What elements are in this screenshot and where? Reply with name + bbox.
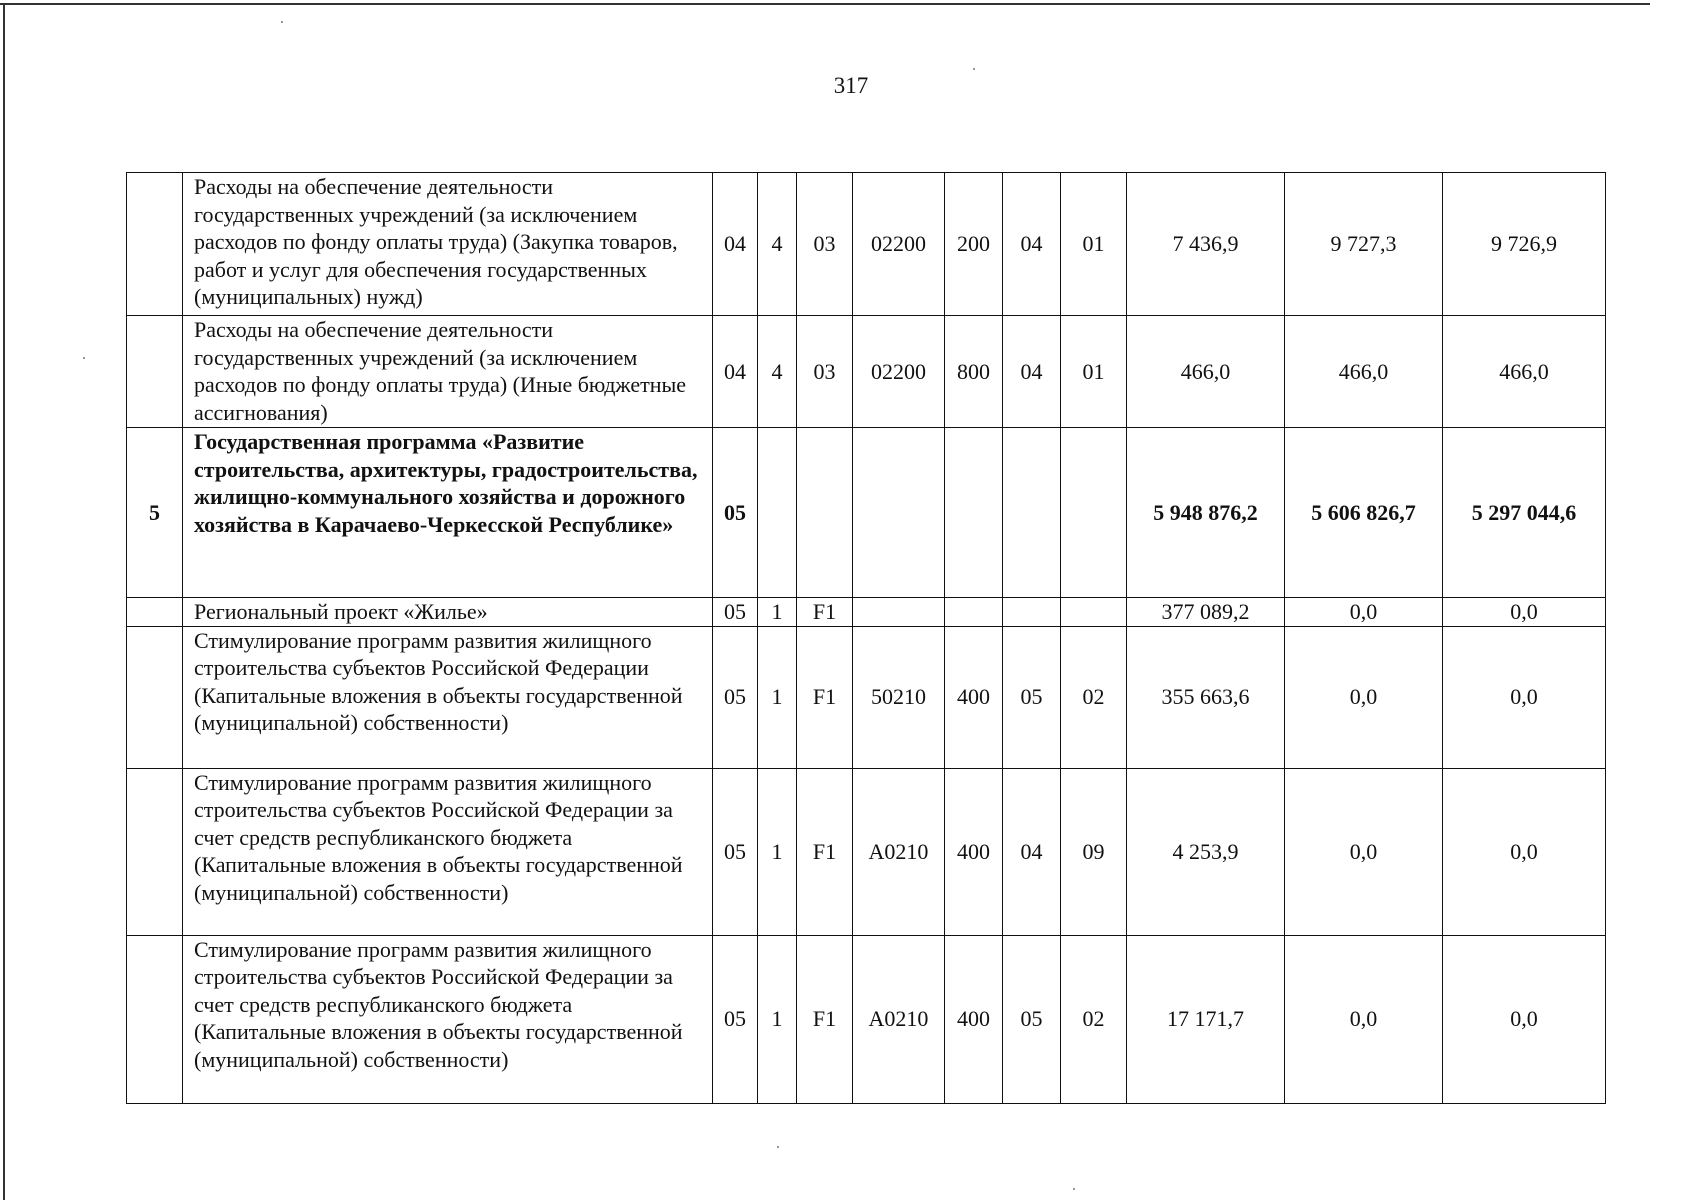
scan-border-left bbox=[3, 3, 5, 1200]
code-cell: 05 bbox=[1003, 935, 1061, 1103]
amount-cell: 466,0 bbox=[1443, 316, 1606, 428]
code-cell: 02 bbox=[1061, 626, 1127, 768]
amount-cell: 0,0 bbox=[1443, 626, 1606, 768]
table-row bbox=[127, 316, 1606, 428]
code-cell: 400 bbox=[945, 768, 1003, 935]
code-cell bbox=[758, 428, 797, 598]
code-cell: 04 bbox=[1003, 316, 1061, 428]
code-cell bbox=[1061, 428, 1127, 598]
expense-name-cell: Стимулирование программ развития жилищного строительства субъектов Российской Федерации за счет средств республиканского бюджета (Капитальные вложения в объекты государственной (муниципальной) собственности) bbox=[183, 935, 713, 1103]
expense-name-cell: Стимулирование программ развития жилищного строительства субъектов Российской Федерации (Капитальные вложения в объекты государственной (муниципальной) собственности) bbox=[183, 626, 713, 768]
table-row bbox=[127, 173, 1606, 316]
code-cell: 04 bbox=[1003, 768, 1061, 935]
code-cell: 1 bbox=[758, 598, 797, 627]
code-cell bbox=[945, 428, 1003, 598]
code-cell: F1 bbox=[797, 935, 853, 1103]
code-cell: 200 bbox=[945, 173, 1003, 316]
code-cell: 05 bbox=[1003, 626, 1061, 768]
amount-cell: 9 727,3 bbox=[1285, 173, 1443, 316]
code-cell bbox=[853, 428, 945, 598]
code-cell: 09 bbox=[1061, 768, 1127, 935]
code-cell: 400 bbox=[945, 935, 1003, 1103]
row-number-cell: 5 bbox=[127, 428, 183, 598]
code-cell: 01 bbox=[1061, 316, 1127, 428]
code-cell: 800 bbox=[945, 316, 1003, 428]
scan-speck bbox=[281, 21, 283, 23]
amount-cell: 466,0 bbox=[1127, 316, 1285, 428]
amount-cell: 466,0 bbox=[1285, 316, 1443, 428]
amount-cell: 0,0 bbox=[1443, 598, 1606, 627]
code-cell: 1 bbox=[758, 935, 797, 1103]
amount-cell: 9 726,9 bbox=[1443, 173, 1606, 316]
code-cell: 04 bbox=[713, 173, 758, 316]
table-row bbox=[127, 626, 1606, 768]
code-cell: 04 bbox=[1003, 173, 1061, 316]
code-cell: A0210 bbox=[853, 768, 945, 935]
amount-cell: 0,0 bbox=[1443, 935, 1606, 1103]
code-cell: 05 bbox=[713, 428, 758, 598]
amount-cell: 0,0 bbox=[1285, 768, 1443, 935]
scan-speck bbox=[1073, 1188, 1075, 1190]
code-cell bbox=[1061, 598, 1127, 627]
code-cell: 05 bbox=[713, 626, 758, 768]
amount-cell: 0,0 bbox=[1285, 626, 1443, 768]
table-row bbox=[127, 428, 1606, 598]
budget-table bbox=[126, 172, 1606, 1104]
amount-cell: 355 663,6 bbox=[1127, 626, 1285, 768]
code-cell bbox=[1003, 598, 1061, 627]
scan-border-top bbox=[0, 3, 1650, 5]
code-cell bbox=[945, 598, 1003, 627]
scan-speck bbox=[973, 68, 975, 70]
code-cell bbox=[1003, 428, 1061, 598]
row-number-cell bbox=[127, 316, 183, 428]
row-number-cell bbox=[127, 935, 183, 1103]
code-cell: 4 bbox=[758, 173, 797, 316]
code-cell: 05 bbox=[713, 768, 758, 935]
code-cell: 05 bbox=[713, 598, 758, 627]
code-cell bbox=[797, 428, 853, 598]
amount-cell: 5 606 826,7 bbox=[1285, 428, 1443, 598]
amount-cell: 0,0 bbox=[1443, 768, 1606, 935]
code-cell: F1 bbox=[797, 768, 853, 935]
amount-cell: 377 089,2 bbox=[1127, 598, 1285, 627]
table-row bbox=[127, 935, 1606, 1103]
row-number-cell bbox=[127, 173, 183, 316]
table-row bbox=[127, 768, 1606, 935]
code-cell: 4 bbox=[758, 316, 797, 428]
table-row bbox=[127, 598, 1606, 627]
amount-cell: 0,0 bbox=[1285, 598, 1443, 627]
code-cell: 05 bbox=[713, 935, 758, 1103]
code-cell: 02200 bbox=[853, 173, 945, 316]
row-number-cell bbox=[127, 768, 183, 935]
code-cell: 02 bbox=[1061, 935, 1127, 1103]
amount-cell: 5 297 044,6 bbox=[1443, 428, 1606, 598]
expense-name-cell: Расходы на обеспечение деятельности государственных учреждений (за исключением расходов по фонду оплаты труда) (Иные бюджетные ассигнования) bbox=[183, 316, 713, 428]
scan-speck bbox=[777, 1146, 779, 1148]
page-number: 317 bbox=[833, 73, 869, 98]
amount-cell: 17 171,7 bbox=[1127, 935, 1285, 1103]
code-cell: 02200 bbox=[853, 316, 945, 428]
code-cell: 03 bbox=[797, 173, 853, 316]
amount-cell: 4 253,9 bbox=[1127, 768, 1285, 935]
code-cell: 03 bbox=[797, 316, 853, 428]
row-number-cell bbox=[127, 598, 183, 627]
amount-cell: 0,0 bbox=[1285, 935, 1443, 1103]
code-cell: 01 bbox=[1061, 173, 1127, 316]
expense-name-cell: Региональный проект «Жилье» bbox=[183, 598, 713, 627]
amount-cell: 5 948 876,2 bbox=[1127, 428, 1285, 598]
expense-name-cell: Расходы на обеспечение деятельности государственных учреждений (за исключением расходов по фонду оплаты труда) (Закупка товаров, работ и услуг для обеспечения государственных (муниципальных) нужд) bbox=[183, 173, 713, 316]
expense-name-cell: Стимулирование программ развития жилищного строительства субъектов Российской Федерации за счет средств республиканского бюджета (Капитальные вложения в объекты государственной (муниципальной) собственности) bbox=[183, 768, 713, 935]
code-cell: A0210 bbox=[853, 935, 945, 1103]
expense-name-cell: Государственная программа «Развитие строительства, архитектуры, градостроительства, жилищно-коммунального хозяйства и дорожного хозяйства в Карачаево-Черкесской Республике» bbox=[183, 428, 713, 598]
code-cell: 400 bbox=[945, 626, 1003, 768]
code-cell: 50210 bbox=[853, 626, 945, 768]
code-cell: F1 bbox=[797, 626, 853, 768]
row-number-cell bbox=[127, 626, 183, 768]
code-cell: 1 bbox=[758, 626, 797, 768]
scan-speck bbox=[83, 357, 85, 359]
amount-cell: 7 436,9 bbox=[1127, 173, 1285, 316]
code-cell bbox=[853, 598, 945, 627]
code-cell: 04 bbox=[713, 316, 758, 428]
code-cell: F1 bbox=[797, 598, 853, 627]
code-cell: 1 bbox=[758, 768, 797, 935]
